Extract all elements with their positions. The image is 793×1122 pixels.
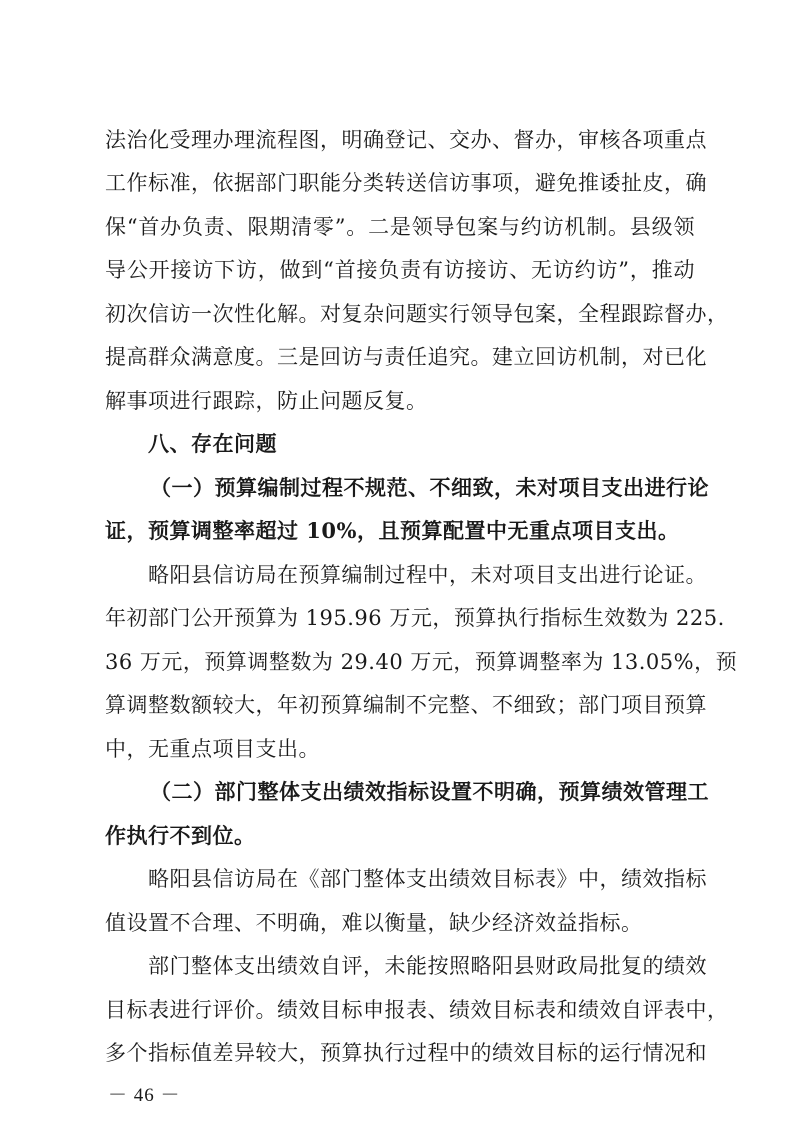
subsection-heading: 作执行不到位。 xyxy=(105,823,256,848)
body-line: 多个指标值差异较大，预算执行过程中的绩效目标的运行情况和 xyxy=(105,1041,707,1065)
section-heading: 八、存在问题 xyxy=(148,432,277,456)
body-line: 目标表进行评价。绩效目标申报表、绩效目标表和绩效自评表中， xyxy=(105,998,729,1022)
body-line: 工作标准，依据部门职能分类转送信访事项，避免推诿扯皮，确 xyxy=(105,171,707,195)
subsection-heading: 证，预算调整率超过 10%，且预算配置中无重点项目支出。 xyxy=(105,518,680,543)
body-line: 略阳县信访局在预算编制过程中，未对项目支出进行论证。 xyxy=(148,563,707,587)
body-line: 值设置不合理、不明确，难以衡量，缺少经济效益指标。 xyxy=(105,911,643,935)
body-line: 略阳县信访局在《部门整体支出绩效目标表》中，绩效指标 xyxy=(148,867,707,891)
body-line: 保“首办负责、限期清零”。二是领导包案与约访机制。县级领 xyxy=(105,215,695,239)
body-line: 法治化受理办理流程图，明确登记、交办、督办，审核各项重点 xyxy=(105,128,707,152)
body-line: 导公开接访下访，做到“首接负责有访接访、无访约访”，推动 xyxy=(105,258,695,282)
subsection-heading: （一）预算编制过程不规范、不细致，未对项目支出进行论 xyxy=(150,475,709,500)
subsection-heading: （二）部门整体支出绩效指标设置不明确，预算绩效管理工 xyxy=(150,779,709,804)
body-line: 36 万元，预算调整数为 29.40 万元，预算调整率为 13.05%，预 xyxy=(105,650,738,674)
body-line: 中，无重点项目支出。 xyxy=(105,737,320,761)
body-line: 算调整数额较大，年初预算编制不完整、不细致；部门项目预算 xyxy=(105,693,707,717)
page-number: － 46 － xyxy=(108,1085,181,1106)
body-line: 解事项进行跟踪，防止问题反复。 xyxy=(105,389,428,413)
body-line: 部门整体支出绩效自评，未能按照略阳县财政局批复的绩效 xyxy=(148,954,707,978)
body-line: 初次信访一次性化解。对复杂问题实行领导包案，全程跟踪督办， xyxy=(105,302,729,326)
body-line: 年初部门公开预算为 195.96 万元，预算执行指标生效数为 225. xyxy=(105,606,725,630)
body-line: 提高群众满意度。三是回访与责任追究。建立回访机制，对已化 xyxy=(105,345,707,369)
